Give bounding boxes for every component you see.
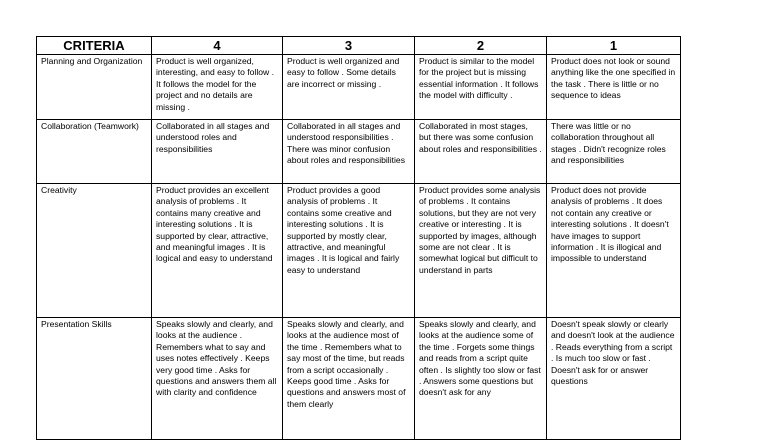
cell-presentation-2: Speaks slowly and clearly, and looks at the audience some of the time . Forgets some things and reads from a script quite often . Is slightly too slow or fast . Answers some questions but doesn't ask for any (415, 318, 547, 440)
header-criteria: CRITERIA (37, 37, 152, 55)
rubric-table (36, 36, 681, 440)
cell-presentation-4: Speaks slowly and clearly, and looks at the audience . Remembers what to say and uses notes effectively . Keeps very good time . Asks for questions and answers them all with clarity and confidence (152, 318, 283, 440)
criterion-presentation: Presentation Skills (37, 318, 152, 440)
cell-creativity-1: Product does not provide analysis of problems . It does not contain any creative or interesting solutions . It doesn't have images to support information . It is illogical and impossible to understand (547, 184, 681, 318)
cell-collaboration-2: Collaborated in most stages, but there was some confusion about roles and responsibilities . (415, 120, 547, 184)
header-score-2: 2 (415, 37, 547, 55)
header-row (37, 37, 681, 55)
cell-collaboration-1: There was little or no collaboration throughout all stages . Didn't recognize roles and responsibilities (547, 120, 681, 184)
header-score-4: 4 (152, 37, 283, 55)
cell-planning-4: Product is well organized, interesting, and easy to follow . It follows the model for the project and no details are missing . (152, 55, 283, 120)
cell-creativity-3: Product provides a good analysis of problems . It contains some creative and interesting solutions . It is supported by mostly clear, attractive, and meaningful images . It is logical and fairly easy to understand (283, 184, 415, 318)
header-score-3: 3 (283, 37, 415, 55)
header-score-1: 1 (547, 37, 681, 55)
criterion-collaboration: Collaboration (Teamwork) (37, 120, 152, 184)
cell-planning-2: Product is similar to the model for the project but is missing essential information . It follows the model with difficulty . (415, 55, 547, 120)
cell-creativity-2: Product provides some analysis of problems . It contains solutions, but they are not very creative or interesting . It is supported by images, although some are not clear . It is somewhat logical but difficult to understand in parts (415, 184, 547, 318)
table-row (37, 318, 681, 440)
cell-presentation-3: Speaks slowly and clearly, and looks at the audience most of the time . Remembers what to say most of the time, but reads from a script occasionally . Keeps good time . Asks for questions and answers most of them clearly (283, 318, 415, 440)
cell-planning-1: Product does not look or sound anything like the one specified in the task . There is little or no sequence to ideas (547, 55, 681, 120)
table-row (37, 55, 681, 120)
criterion-creativity: Creativity (37, 184, 152, 318)
cell-planning-3: Product is well organized and easy to follow . Some details are incorrect or missing . (283, 55, 415, 120)
cell-collaboration-3: Collaborated in all stages and understood responsibilities . There was minor confusion about roles and responsibilities (283, 120, 415, 184)
cell-collaboration-4: Collaborated in all stages and understood roles and responsibilities (152, 120, 283, 184)
table-row (37, 184, 681, 318)
cell-presentation-1: Doesn't speak slowly or clearly and doesn't look at the audience . Reads everything from a script . Is much too slow or fast . Doesn't ask for or answer questions (547, 318, 681, 440)
cell-creativity-4: Product provides an excellent analysis of problems . It contains many creative and interesting solutions . It is supported by clear, attractive, and meaningful images . It is logical and easy to understand (152, 184, 283, 318)
table-row (37, 120, 681, 184)
criterion-planning: Planning and Organization (37, 55, 152, 120)
